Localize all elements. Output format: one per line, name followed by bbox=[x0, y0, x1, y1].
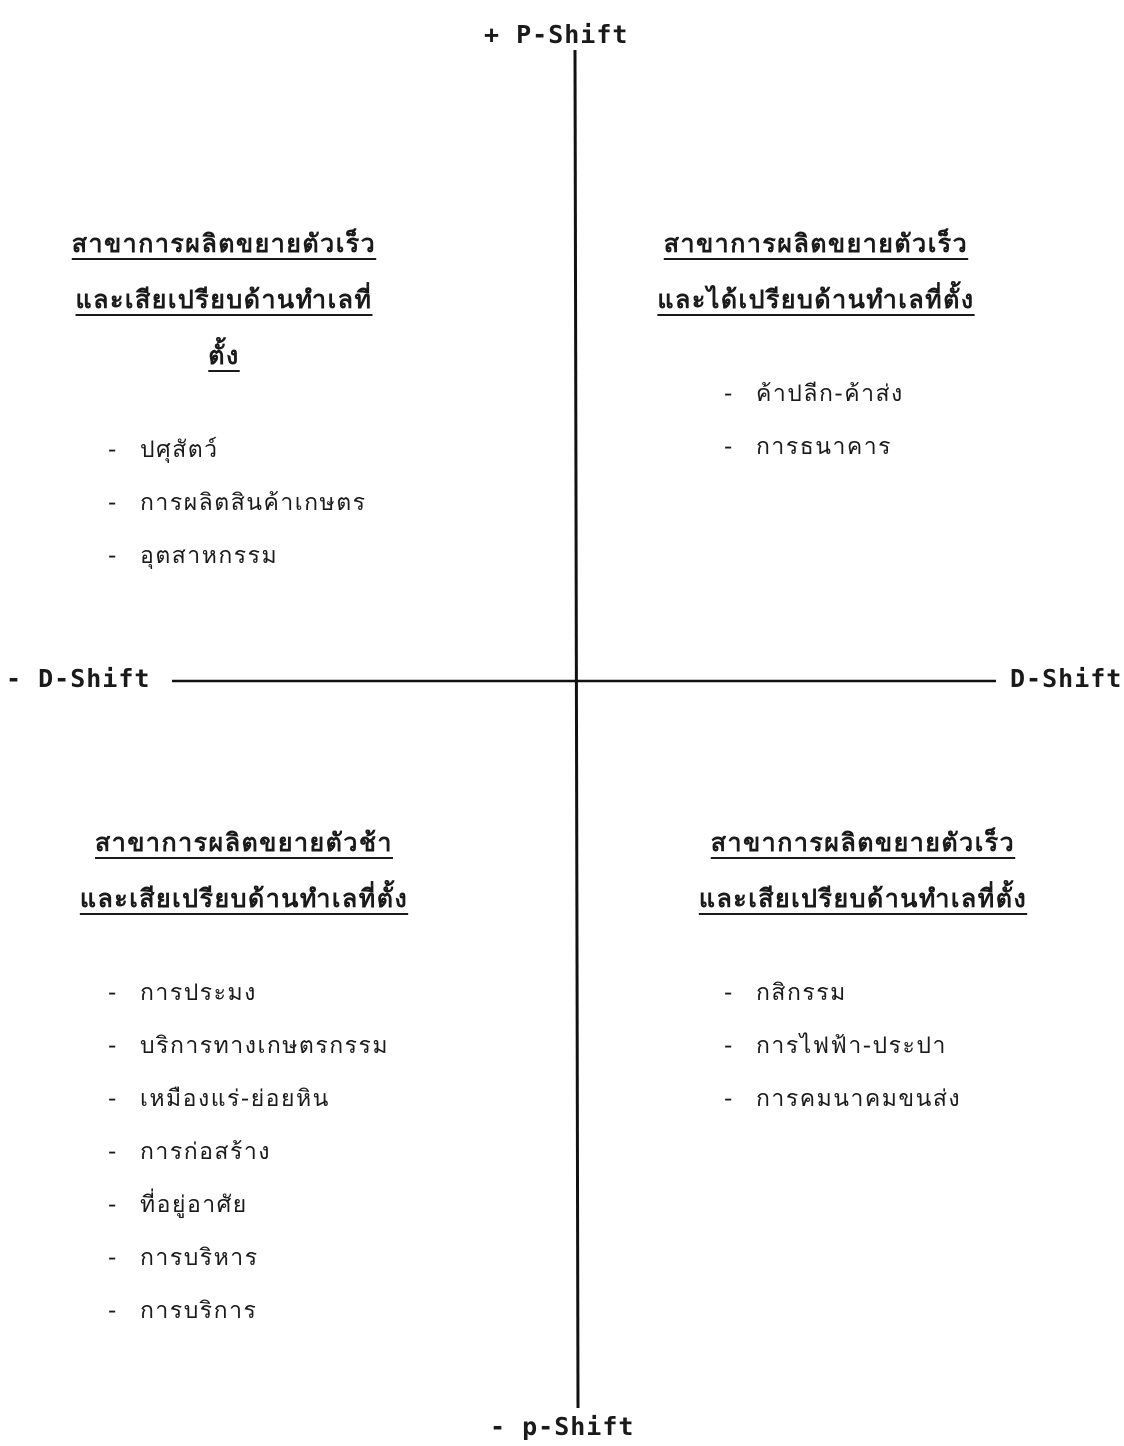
quadrant-heading bbox=[64, 815, 424, 927]
sector-list-item bbox=[724, 967, 1038, 1020]
sector-list bbox=[642, 368, 990, 474]
list-marker: - bbox=[108, 490, 118, 516]
sector-name: ค้าปลีก-ค้าส่ง bbox=[756, 381, 904, 407]
quadrant-heading bbox=[642, 216, 990, 328]
sector-name: การบริหาร bbox=[140, 1245, 259, 1271]
sector-name: การธนาคาร bbox=[756, 434, 893, 460]
list-marker: - bbox=[724, 434, 734, 460]
sector-name: กสิกรรม bbox=[756, 980, 847, 1006]
list-marker: - bbox=[108, 1245, 118, 1271]
list-marker: - bbox=[724, 1033, 734, 1059]
list-marker: - bbox=[108, 980, 118, 1006]
list-marker: - bbox=[724, 980, 734, 1006]
sector-list-item bbox=[724, 1020, 1038, 1073]
sector-name: ที่อยู่อาศัย bbox=[140, 1192, 248, 1218]
quadrant-bottom-left bbox=[64, 815, 424, 1338]
sector-list-item bbox=[724, 368, 990, 421]
list-marker: - bbox=[108, 1033, 118, 1059]
list-marker: - bbox=[108, 437, 118, 463]
quadrant-bottom-right bbox=[688, 815, 1038, 1126]
sector-name: การก่อสร้าง bbox=[140, 1139, 271, 1165]
list-marker: - bbox=[108, 1192, 118, 1218]
sector-list bbox=[64, 967, 424, 1338]
sector-list-item bbox=[108, 530, 384, 583]
list-marker: - bbox=[108, 1086, 118, 1112]
axis-label-negative-d-shift: - D-Shift bbox=[6, 664, 151, 693]
quadrant-heading-line1: สาขาการผลิตขยายตัวเร็ว bbox=[71, 229, 377, 258]
axis-label-positive-p-shift: + P-Shift bbox=[484, 20, 629, 49]
list-marker: - bbox=[108, 1298, 118, 1324]
sector-list-item bbox=[724, 1073, 1038, 1126]
sector-name: การประมง bbox=[140, 980, 257, 1006]
sector-list bbox=[64, 424, 384, 583]
list-marker: - bbox=[724, 1086, 734, 1112]
quadrant-heading bbox=[64, 216, 384, 384]
list-marker: - bbox=[108, 1139, 118, 1165]
quadrant-heading-line2: และได้เปรียบด้านทำเลที่ตั้ง bbox=[657, 285, 975, 314]
quadrant-heading-line2: และเสียเปรียบด้านทำเลที่ตั้ง bbox=[75, 285, 373, 370]
sector-list-item bbox=[108, 967, 424, 1020]
sector-list-item bbox=[108, 477, 384, 530]
sector-list-item bbox=[108, 1179, 424, 1232]
list-marker: - bbox=[108, 543, 118, 569]
sector-list-item bbox=[108, 1126, 424, 1179]
list-marker: - bbox=[724, 381, 734, 407]
sector-name: บริการทางเกษตรกรรม bbox=[140, 1033, 389, 1059]
sector-list-item bbox=[108, 424, 384, 477]
axis-label-negative-p-shift: - p-Shift bbox=[490, 1412, 635, 1441]
quadrant-heading-line1: สาขาการผลิตขยายตัวเร็ว bbox=[710, 828, 1016, 857]
axis-label-positive-d-shift: D-Shift bbox=[1010, 664, 1123, 693]
sector-name: เหมืองแร่-ย่อยหิน bbox=[140, 1086, 330, 1112]
quadrant-heading-line1: สาขาการผลิตขยายตัวช้า bbox=[95, 828, 393, 857]
sector-list-item bbox=[108, 1020, 424, 1073]
sector-list-item bbox=[724, 421, 990, 474]
quadrant-heading-line1: สาขาการผลิตขยายตัวเร็ว bbox=[663, 229, 969, 258]
vertical-axis-line bbox=[575, 50, 578, 1408]
sector-list-item bbox=[108, 1285, 424, 1338]
quadrant-heading-line2: และเสียเปรียบด้านทำเลที่ตั้ง bbox=[698, 884, 1028, 913]
quadrant-heading-line2: และเสียเปรียบด้านทำเลที่ตั้ง bbox=[79, 884, 409, 913]
sector-name: การไฟฟ้า-ประปา bbox=[756, 1033, 947, 1059]
quadrant-top-left bbox=[64, 216, 384, 583]
sector-list-item bbox=[108, 1073, 424, 1126]
sector-name: การคมนาคมขนส่ง bbox=[756, 1086, 962, 1112]
sector-name: การบริการ bbox=[140, 1298, 258, 1324]
sector-name: ปศุสัตว์ bbox=[140, 437, 219, 463]
sector-list bbox=[688, 967, 1038, 1126]
sector-name: อุตสาหกรรม bbox=[140, 543, 279, 569]
quadrant-heading bbox=[688, 815, 1038, 927]
quadrant-top-right bbox=[642, 216, 990, 474]
sector-name: การผลิตสินค้าเกษตร bbox=[140, 490, 367, 516]
sector-list-item bbox=[108, 1232, 424, 1285]
